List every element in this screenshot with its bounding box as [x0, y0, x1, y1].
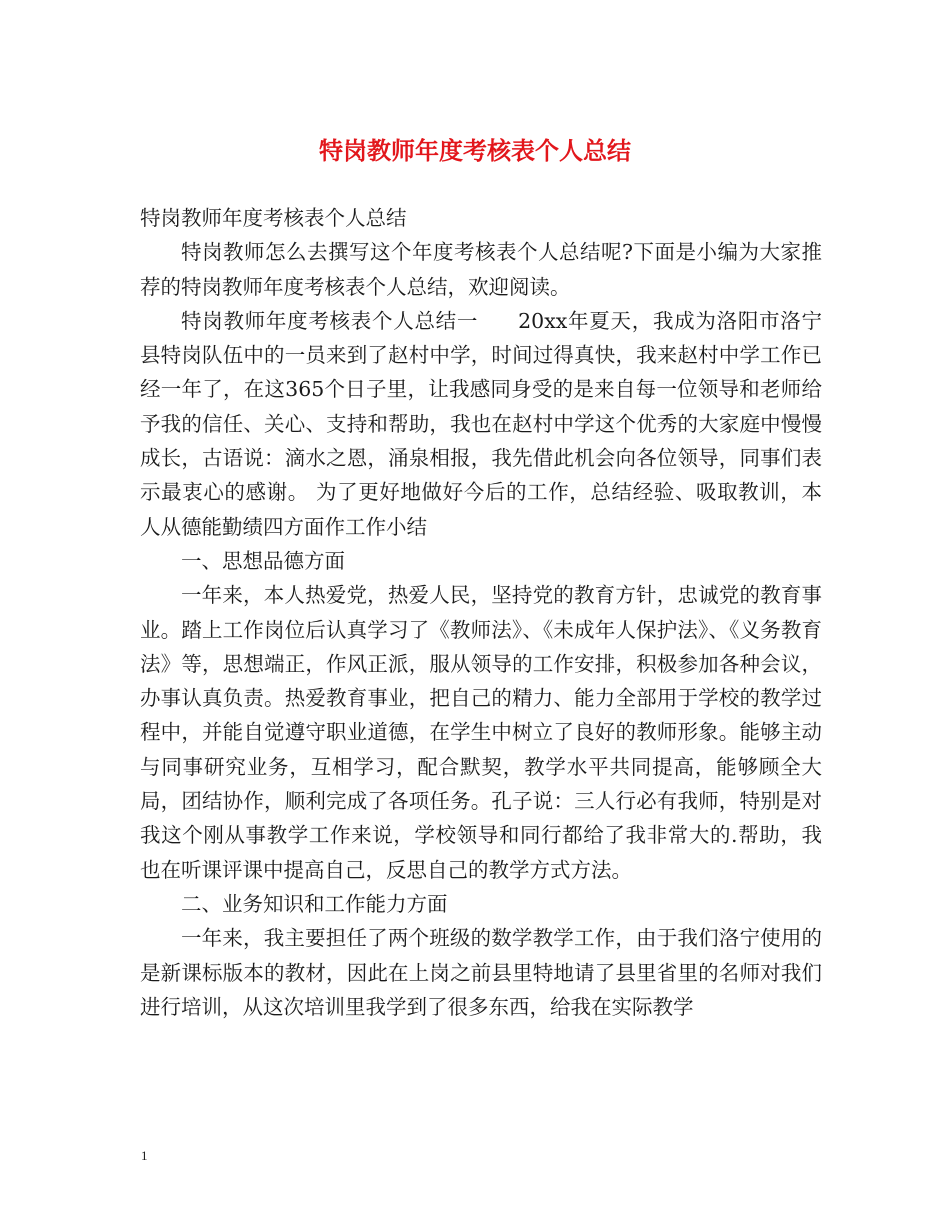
- body-paragraph-subtitle: 特岗教师年度考核表个人总结: [140, 206, 407, 230]
- heading-moral-character: 一、思想品德方面: [181, 548, 345, 573]
- body-paragraph-moral-character: 一年来，本人热爱党，热爱人民，坚持党的教育方针，忠诚党的教育事业。踏上工作岗位后认真学习了《教师法》、《未成年人保护法》、《义务教育法》等，思想端正，作风正派，服从领导的工作安排，积极参加各种会议，办事认真负责。热爱教育事业，把自己的精力、能力全部用于学校的教学过程中，并能自觉遵守职业道德，在学生中树立了良好的教师形象。能够主动与同事研究业务，互相学习，配合默契，教学水平共同提高，能够顾全大局，团结协作，顺利完成了各项任务。孔子说：三人行必有我师，特别是对我这个刚从事教学工作来说，学校领导和同行都给了我非常大的.帮助，我也在听课评课中提高自己，反思自己的教学方式方法。: [140, 583, 822, 882]
- body-paragraph-section-one: [140, 304, 822, 544]
- page-number: 1: [141, 1148, 148, 1163]
- body-paragraph-professional-ability: 一年来，我主要担任了两个班级的数学教学工作，由于我们洛宁使用的是新课标版本的教材，因此在上岗之前县里特地请了县里省里的名师对我们进行培训，从这次培训里我学到了很多东西，给我在实际教学: [140, 926, 822, 1019]
- section-one-text: 20xx年夏天，我成为洛阳市洛宁县特岗队伍中的一员来到了赵村中学，时间过得真快，我来赵村中学工作已经一年了，在这365个日子里，让我感同身受的是来自每一位领导和老师给予我的信任、关心、支持和帮助，我也在赵村中学这个优秀的大家庭中慢慢成长，古语说：滴水之恩，涌泉相报，我先借此机会向各位领导，同事们表示最衷心的感谢。 为了更好地做好今后的工作，总结经验、吸取教训，本人从德能勤绩四方面作工作小结: [140, 308, 823, 539]
- document-title: 特岗教师年度考核表个人总结: [319, 137, 631, 165]
- heading-professional-ability: 二、业务知识和工作能力方面: [181, 891, 448, 916]
- document-body: [140, 201, 822, 1024]
- section-one-heading: 特岗教师年度考核表个人总结一: [181, 308, 479, 333]
- body-paragraph-intro: 特岗教师怎么去撰写这个年度考核表个人总结呢?下面是小编为大家推荐的特岗教师年度考核表个人总结，欢迎阅读。: [140, 240, 822, 299]
